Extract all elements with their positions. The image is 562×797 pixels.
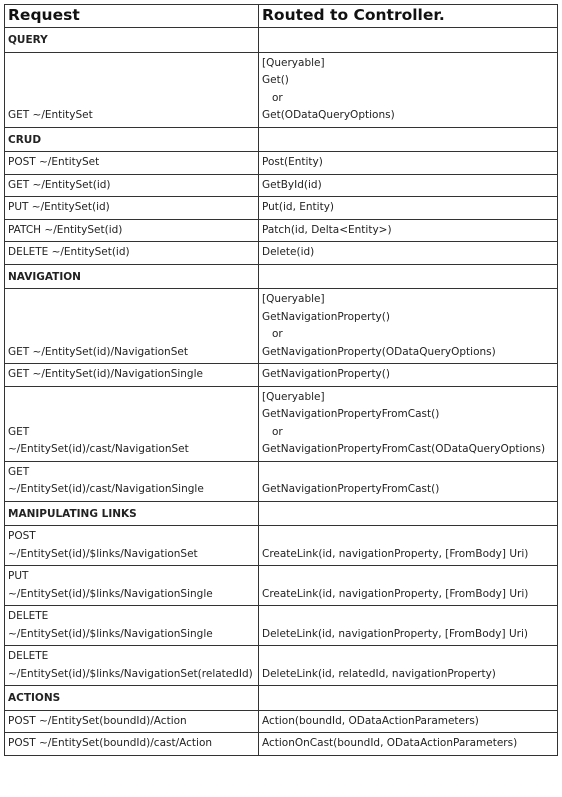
controller-line: GetNavigationPropertyFromCast(): [262, 483, 440, 495]
controller-cell: [259, 52, 558, 127]
controller-line: [Queryable]: [262, 390, 325, 403]
request-line: DELETE: [8, 610, 49, 622]
section-label: MANIPULATING LINKS: [5, 501, 259, 526]
controller-line: CreateLink(id, navigationProperty, [FromBody] Uri): [262, 547, 529, 560]
controller-cell: [259, 646, 558, 686]
controller-cell: [259, 197, 558, 220]
section-label: CRUD: [5, 127, 259, 152]
request-cell: [5, 289, 259, 364]
controller-cell: [259, 710, 558, 733]
controller-line: Patch(id, Delta<Entity>): [262, 223, 392, 236]
controller-cell: [259, 242, 558, 265]
routing-table: [4, 4, 558, 756]
controller-cell: [259, 364, 558, 387]
controller-cell: [259, 219, 558, 242]
request-cell: [5, 364, 259, 387]
section-label: NAVIGATION: [5, 264, 259, 289]
table-row: [5, 646, 558, 686]
section-label: QUERY: [5, 28, 259, 53]
section-empty-cell: [259, 127, 558, 152]
controller-cell: [259, 461, 558, 501]
request-cell: [5, 566, 259, 606]
controller-line: GetNavigationPropertyFromCast(): [262, 408, 440, 420]
routed-column-header: Routed to Controller.: [259, 5, 558, 28]
request-line: ~/EntitySet(id)/cast/NavigationSingle: [8, 483, 204, 495]
request-cell: [5, 174, 259, 197]
table-row: [5, 606, 558, 646]
request-line: PUT ~/EntitySet(id): [8, 201, 110, 213]
controller-cell: [259, 526, 558, 566]
controller-cell: [259, 606, 558, 646]
table-row: [5, 152, 558, 175]
controller-line: DeleteLink(id, navigationProperty, [FromBody] Uri): [262, 627, 528, 640]
request-cell: [5, 219, 259, 242]
section-row: [5, 501, 558, 526]
table-row: [5, 197, 558, 220]
section-row: [5, 686, 558, 711]
controller-line: Action(boundId, ODataActionParameters): [262, 714, 479, 727]
table-row: [5, 289, 558, 364]
controller-line: Delete(id): [262, 246, 315, 258]
section-empty-cell: [259, 28, 558, 53]
controller-line: or: [272, 328, 283, 340]
controller-line: or: [272, 425, 283, 438]
controller-line: [Queryable]: [262, 56, 325, 69]
controller-line: DeleteLink(id, relatedId, navigationProperty): [262, 667, 496, 680]
controller-cell: [259, 733, 558, 756]
controller-line: Post(Entity): [262, 156, 323, 168]
request-line: GET: [8, 465, 30, 478]
controller-line: GetNavigationProperty(ODataQueryOptions): [262, 345, 496, 358]
request-line: PATCH ~/EntitySet(id): [8, 223, 123, 236]
request-cell: [5, 386, 259, 461]
table-row: [5, 52, 558, 127]
request-cell: [5, 646, 259, 686]
section-row: [5, 264, 558, 289]
controller-line: GetById(id): [262, 178, 322, 191]
request-cell: [5, 242, 259, 265]
header-row: [5, 5, 558, 28]
table-row: [5, 364, 558, 387]
request-line: ~/EntitySet(id)/$links/NavigationSet(relatedId): [8, 667, 253, 680]
request-line: POST ~/EntitySet(boundId)/cast/Action: [8, 737, 213, 749]
table-row: [5, 242, 558, 265]
table-row: [5, 386, 558, 461]
table-body: [5, 28, 558, 756]
table-row: [5, 174, 558, 197]
request-cell: [5, 52, 259, 127]
request-line: ~/EntitySet(id)/cast/NavigationSet: [8, 443, 189, 455]
request-cell: [5, 197, 259, 220]
table-row: [5, 733, 558, 756]
request-line: GET ~/EntitySet: [8, 109, 93, 121]
controller-line: [Queryable]: [262, 293, 325, 305]
section-empty-cell: [259, 501, 558, 526]
table-row: [5, 710, 558, 733]
request-line: DELETE: [8, 650, 49, 662]
section-empty-cell: [259, 686, 558, 711]
controller-cell: [259, 289, 558, 364]
controller-line: ActionOnCast(boundId, ODataActionParameters): [262, 737, 518, 749]
request-column-header: Request: [5, 5, 259, 28]
controller-cell: [259, 174, 558, 197]
controller-line: GetNavigationProperty(): [262, 368, 390, 380]
request-cell: [5, 526, 259, 566]
controller-line: CreateLink(id, navigationProperty, [FromBody] Uri): [262, 587, 529, 600]
request-line: DELETE ~/EntitySet(id): [8, 246, 130, 258]
request-line: POST ~/EntitySet(boundId)/Action: [8, 714, 187, 727]
controller-line: GetNavigationPropertyFromCast(ODataQueryOptions): [262, 443, 546, 455]
table-row: [5, 526, 558, 566]
request-line: GET ~/EntitySet(id)/NavigationSet: [8, 345, 188, 358]
controller-line: Get(): [262, 74, 289, 86]
controller-cell: [259, 386, 558, 461]
table-row: [5, 461, 558, 501]
controller-line: GetNavigationProperty(): [262, 310, 390, 323]
request-cell: [5, 733, 259, 756]
request-line: PUT: [8, 570, 29, 582]
controller-cell: [259, 566, 558, 606]
request-line: POST: [8, 530, 36, 542]
controller-line: or: [272, 91, 283, 104]
request-line: ~/EntitySet(id)/$links/NavigationSingle: [8, 587, 213, 600]
request-line: GET ~/EntitySet(id)/NavigationSingle: [8, 368, 203, 380]
request-line: ~/EntitySet(id)/$links/NavigationSet: [8, 547, 198, 560]
request-cell: [5, 152, 259, 175]
section-row: [5, 28, 558, 53]
controller-cell: [259, 152, 558, 175]
section-row: [5, 127, 558, 152]
section-label: ACTIONS: [5, 686, 259, 711]
request-cell: [5, 461, 259, 501]
request-cell: [5, 606, 259, 646]
table-row: [5, 566, 558, 606]
table-row: [5, 219, 558, 242]
request-cell: [5, 710, 259, 733]
request-line: POST ~/EntitySet: [8, 156, 100, 168]
controller-line: Put(id, Entity): [262, 201, 335, 213]
section-empty-cell: [259, 264, 558, 289]
request-line: GET: [8, 425, 30, 438]
controller-line: Get(ODataQueryOptions): [262, 109, 395, 121]
request-line: GET ~/EntitySet(id): [8, 178, 111, 191]
request-line: ~/EntitySet(id)/$links/NavigationSingle: [8, 627, 213, 640]
